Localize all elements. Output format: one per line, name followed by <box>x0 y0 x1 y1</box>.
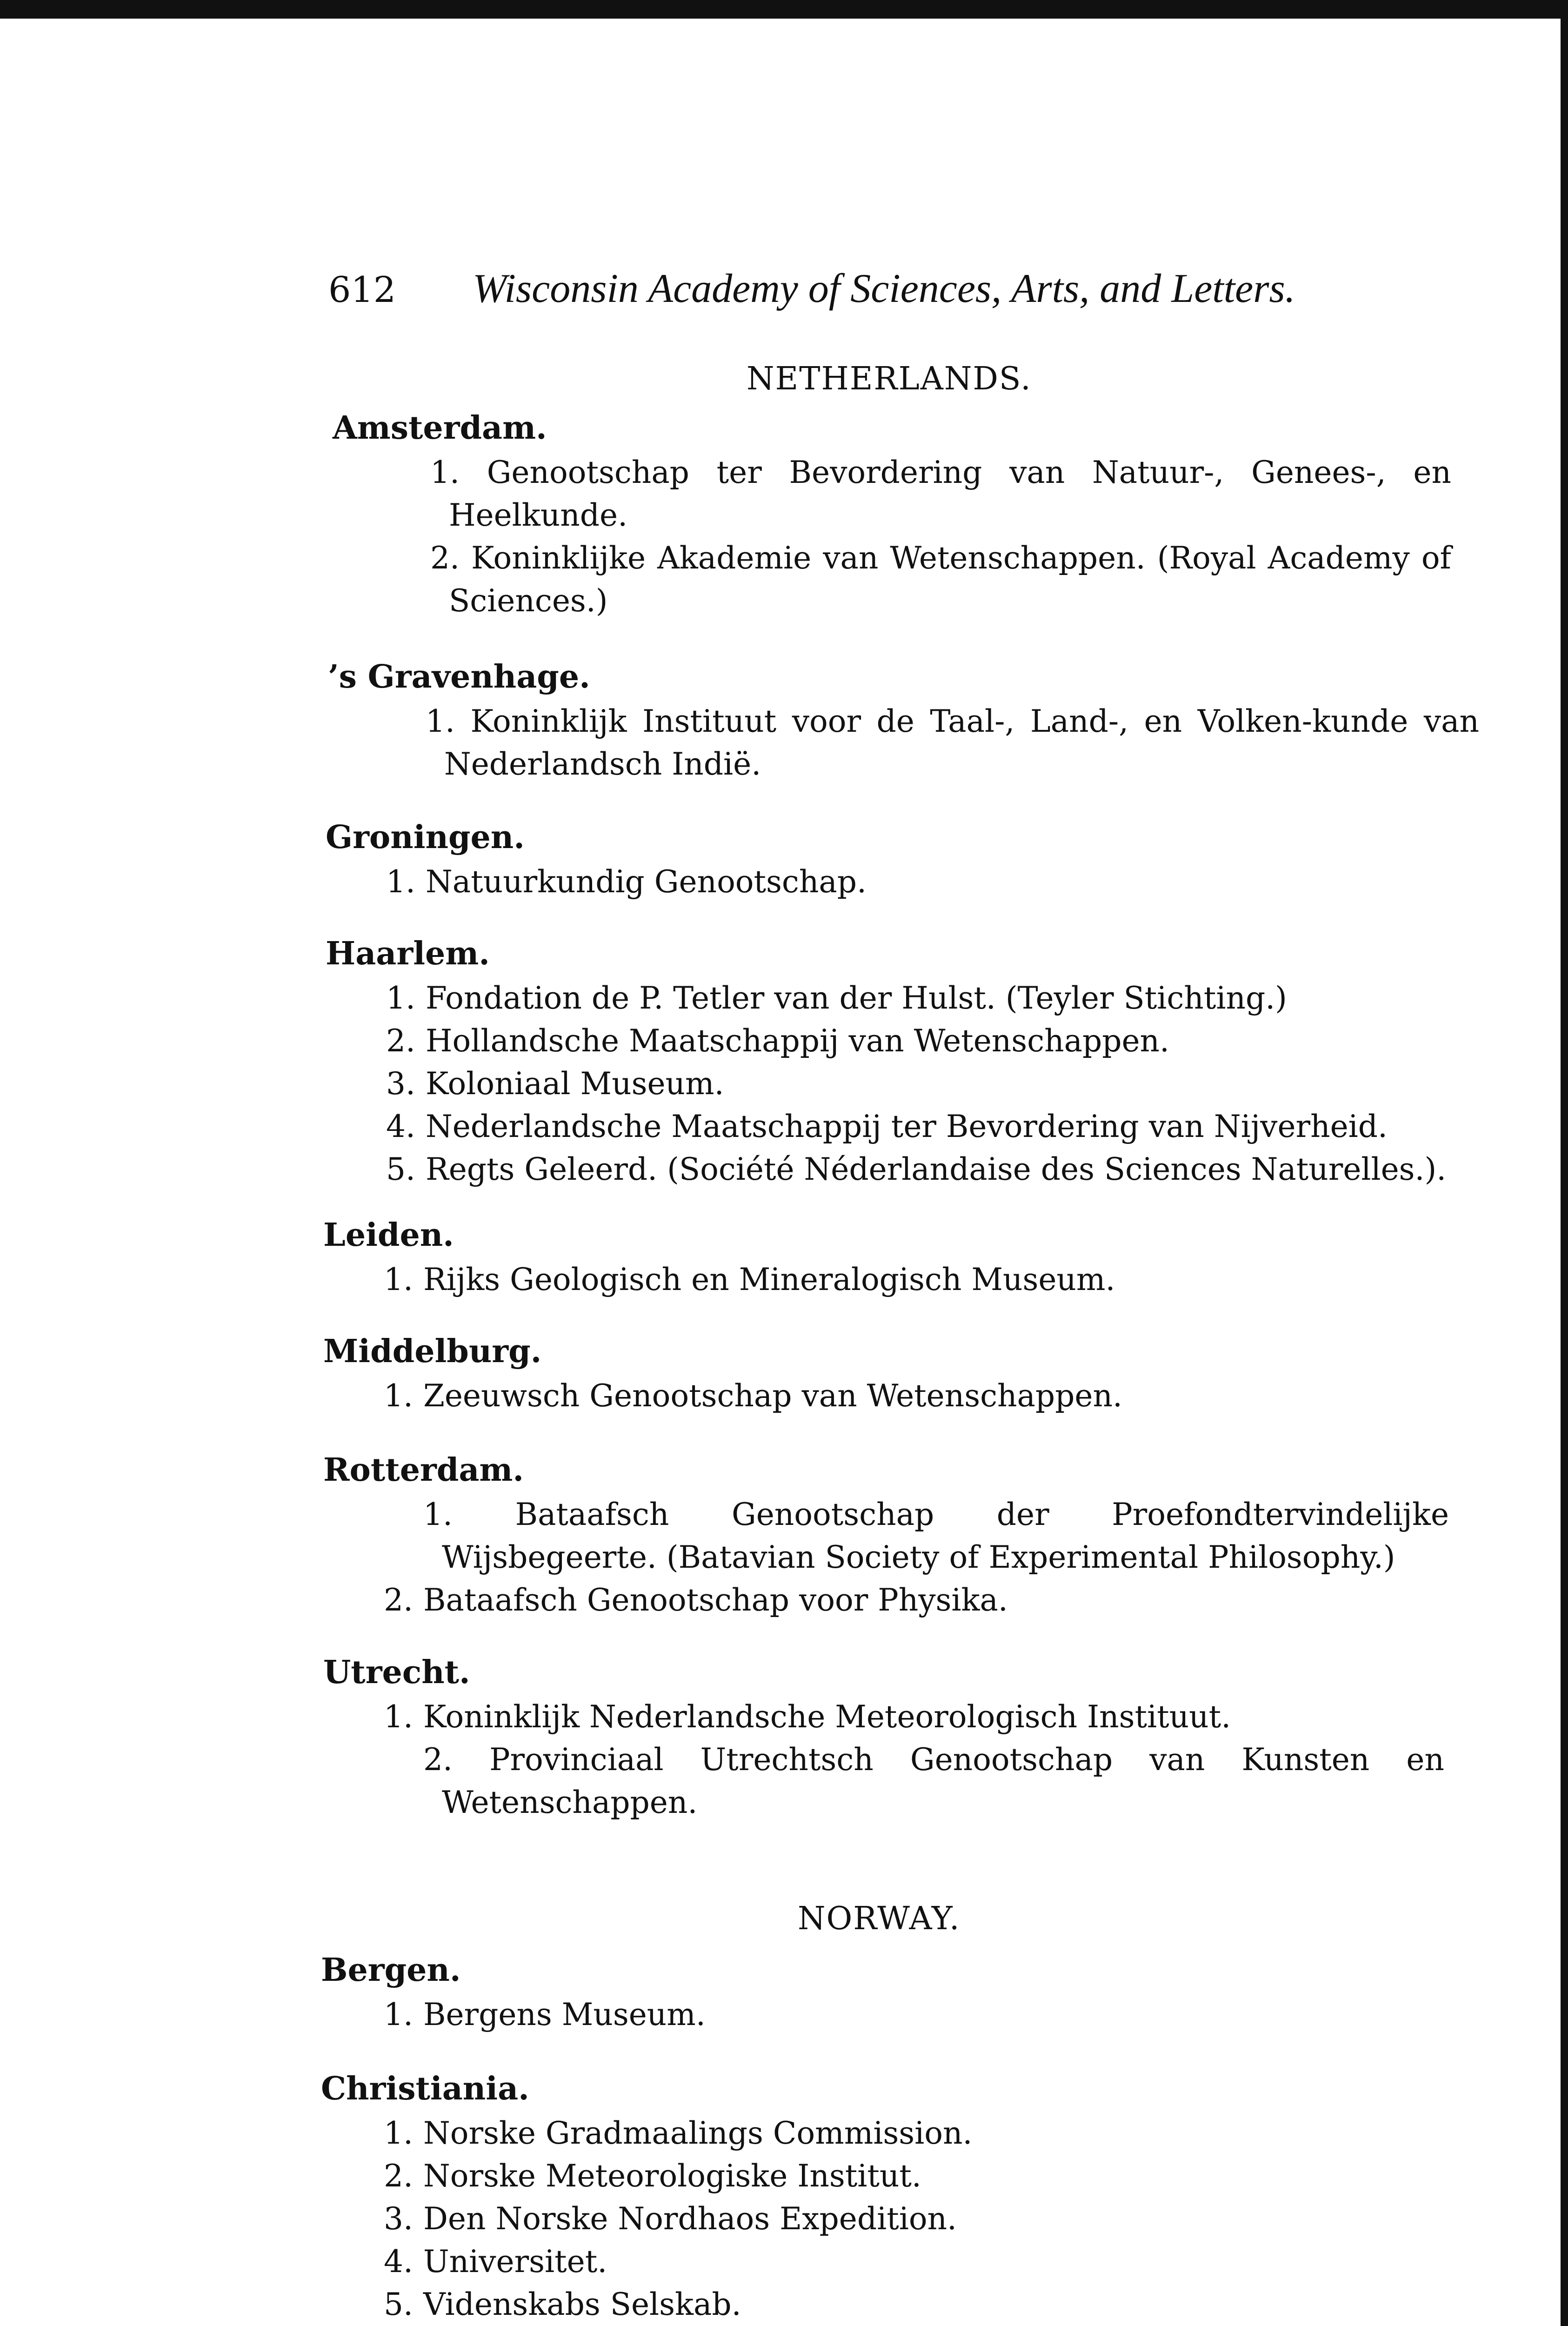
institution-list <box>384 2112 1454 2326</box>
institution-item <box>384 1579 1449 1622</box>
institution-item <box>384 1738 1444 1824</box>
city-heading: Bergen. <box>321 1952 461 1989</box>
institution-item <box>384 1696 1444 1738</box>
item-number: 3. <box>386 1066 415 1102</box>
institution-list <box>386 977 1479 1191</box>
institution-list <box>384 1696 1444 1824</box>
item-number: 4. <box>384 2244 413 2279</box>
institution-text: Videnskabs Selskab. <box>423 2286 741 2322</box>
institution-item <box>391 537 1451 622</box>
institution-text: Regts Geleerd. (Société Néderlandaise des Sciences Naturelles.). <box>426 1151 1447 1187</box>
institution-item <box>384 2155 1454 2198</box>
item-number: 1. <box>386 864 415 900</box>
institution-item <box>386 1105 1479 1148</box>
institution-item <box>386 977 1479 1020</box>
running-head <box>328 265 1295 312</box>
institution-text: 2. Koninklijke Akademie van Wetenschappen. (Royal Academy of Sciences.) <box>430 540 1451 619</box>
institution-list <box>384 1258 1454 1301</box>
institution-list <box>391 451 1451 622</box>
institution-text: Den Norske Nordhaos Expedition. <box>423 2201 957 2237</box>
page-number: 612 <box>328 269 396 310</box>
institution-list <box>386 700 1479 786</box>
institution-item <box>384 2112 1454 2155</box>
city-heading: Middelburg. <box>323 1333 542 1370</box>
item-number: 1. <box>384 2115 413 2151</box>
city-heading: Utrecht. <box>323 1654 470 1691</box>
institution-text: Rijks Geologisch en Mineralogisch Museum. <box>423 1262 1115 1297</box>
scan-border-top <box>0 0 1568 19</box>
institution-item <box>386 700 1479 786</box>
scan-border-right <box>1561 0 1568 2326</box>
institution-text: 1. Bataafsch Genootschap der Proefondtervindelijke Wijsbegeerte. (Batavian Society of Experimental Philosophy.) <box>423 1497 1449 1575</box>
journal-title: Wisconsin Academy of Sciences, Arts, and Letters. <box>473 266 1295 311</box>
item-number: 5. <box>386 1151 415 1187</box>
institution-text: Zeeuwsch Genootschap van Wetenschappen. <box>423 1378 1122 1414</box>
institution-list <box>386 861 1456 903</box>
institution-list <box>384 1375 1454 1417</box>
institution-text: Norske Meteorologiske Institut. <box>423 2158 921 2194</box>
city-heading: Haarlem. <box>326 935 490 972</box>
country-heading: NETHERLANDS. <box>747 361 1032 397</box>
institution-item <box>384 2198 1454 2240</box>
institution-item <box>384 2283 1454 2326</box>
institution-text: Bataafsch Genootschap voor Physika. <box>423 1582 1008 1618</box>
city-heading: Rotterdam. <box>323 1451 524 1489</box>
institution-list <box>384 1993 1454 2036</box>
item-number: 2. <box>386 1023 415 1059</box>
institution-text: Nederlandsche Maatschappij ter Bevordering van Nijverheid. <box>426 1109 1388 1144</box>
institution-text: Fondation de P. Tetler van der Hulst. (Teyler Stichting.) <box>426 980 1287 1016</box>
institution-item <box>391 451 1451 537</box>
item-number: 5. <box>384 2286 413 2322</box>
institution-item <box>384 1493 1449 1579</box>
city-heading: Groningen. <box>326 819 525 856</box>
institution-item <box>384 1993 1454 2036</box>
item-number: 1. <box>384 1378 413 1414</box>
institution-text: Universitet. <box>423 2244 607 2279</box>
institution-item <box>384 2240 1454 2283</box>
city-heading: Amsterdam. <box>333 409 547 447</box>
city-heading: Leiden. <box>323 1216 454 1254</box>
institution-item <box>386 1148 1479 1191</box>
city-heading: Christiania. <box>321 2070 529 2107</box>
institution-item <box>386 1020 1479 1063</box>
item-number: 2. <box>384 2158 413 2194</box>
institution-text: Norske Gradmaalings Commission. <box>423 2115 973 2151</box>
institution-list <box>384 1493 1449 1622</box>
institution-text: 2. Provinciaal Utrechtsch Genootschap van Kunsten en Wetenschappen. <box>423 1742 1444 1820</box>
institution-text: 1. Koninklijk Instituut voor de Taal-, Land-, en Volken-kunde van Nederlandsch Indië. <box>426 703 1479 782</box>
institution-text: Koninklijk Nederlandsche Meteorologisch Instituut. <box>423 1699 1231 1735</box>
institution-text: Bergens Museum. <box>423 1997 706 2032</box>
institution-text: Hollandsche Maatschappij van Wetenschappen. <box>426 1023 1169 1059</box>
institution-item <box>386 1063 1479 1105</box>
item-number: 4. <box>386 1109 415 1144</box>
institution-text: Natuurkundig Genootschap. <box>426 864 867 900</box>
item-number: 3. <box>384 2201 413 2237</box>
city-heading: ’s Gravenhage. <box>328 658 590 695</box>
institution-item <box>384 1258 1454 1301</box>
institution-item <box>384 1375 1454 1417</box>
country-heading: NORWAY. <box>798 1900 961 1937</box>
institution-text: Koloniaal Museum. <box>426 1066 724 1102</box>
institution-text: 1. Genootschap ter Bevordering van Natuur-, Genees-, en Heelkunde. <box>430 455 1451 533</box>
item-number: 1. <box>384 1699 413 1735</box>
item-number: 1. <box>386 980 415 1016</box>
institution-item <box>386 861 1456 903</box>
item-number: 1. <box>384 1997 413 2032</box>
item-number: 2. <box>384 1582 413 1618</box>
item-number: 1. <box>384 1262 413 1297</box>
